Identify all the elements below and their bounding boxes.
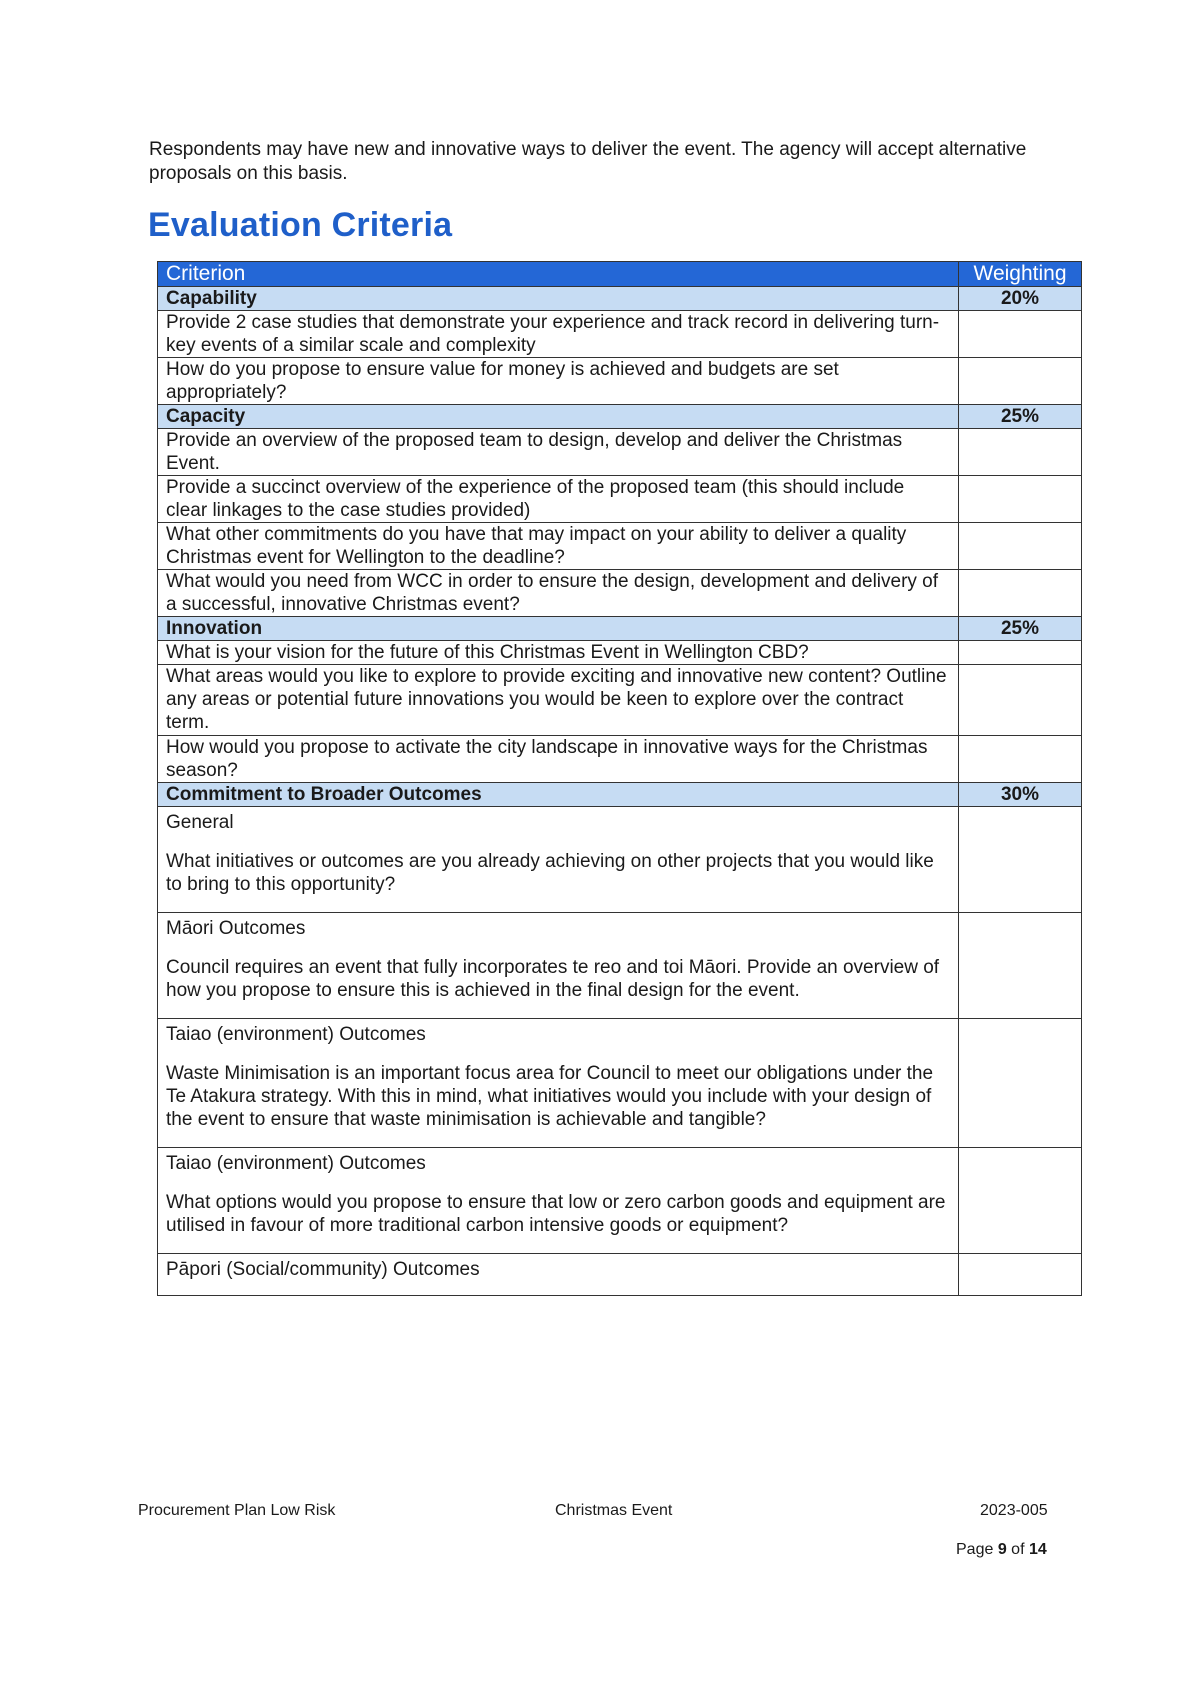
table-header-row: [158, 262, 1082, 287]
page-number: [956, 1541, 1047, 1559]
criterion-cell: [158, 913, 959, 1019]
page-total: 14: [1028, 1541, 1047, 1558]
footer-reference: 2023-005: [980, 1502, 1048, 1519]
criterion-text: What options would you propose to ensure that low or zero carbon goods and equipment are utilised in favour of more traditional carbon intensive goods or equipment?: [166, 1192, 946, 1236]
table-row: [158, 311, 1082, 358]
page-mid: of: [1006, 1541, 1029, 1558]
section-row-broader-outcomes: [158, 783, 1082, 807]
weight-cell: [959, 523, 1082, 570]
section-row-capability: [158, 287, 1082, 311]
criterion-text: How would you propose to activate the city landscape in innovative ways for the Christmas season?: [158, 736, 959, 783]
criterion-text: Provide a succinct overview of the experience of the proposed team (this should include clear linkages to the case studies provided): [158, 476, 959, 523]
table-row: [158, 1019, 1082, 1148]
weight-cell: [959, 1148, 1082, 1254]
criterion-text: What would you need from WCC in order to ensure the design, development and delivery of a successful, innovative Christmas event?: [158, 570, 959, 617]
table-row: [158, 358, 1082, 405]
section-row-innovation: [158, 617, 1082, 641]
outcome-subheading: Taiao (environment) Outcomes: [166, 1153, 426, 1174]
table-row: [158, 570, 1082, 617]
section-heading: Evaluation Criteria: [148, 206, 453, 244]
section-weight: 25%: [959, 617, 1082, 641]
criterion-text: How do you propose to ensure value for money is achieved and budgets are set appropriately?: [158, 358, 959, 405]
footer-project-name: Christmas Event: [555, 1502, 673, 1519]
criterion-cell: [158, 807, 959, 913]
weight-cell: [959, 665, 1082, 736]
outcome-subheading: General: [166, 812, 234, 833]
criterion-text: What other commitments do you have that may impact on your ability to deliver a quality Christmas event for Wellington to the deadline?: [158, 523, 959, 570]
section-title: Innovation: [158, 617, 959, 641]
table-row: [158, 476, 1082, 523]
weight-cell: [959, 1254, 1082, 1296]
weight-cell: [959, 736, 1082, 783]
page-current: 9: [997, 1541, 1007, 1558]
intro-paragraph: Respondents may have new and innovative ways to deliver the event. The agency will accept alternative proposals on this basis.: [149, 139, 1027, 184]
criterion-cell: [158, 1019, 959, 1148]
criterion-cell: [158, 1254, 959, 1296]
outcome-subheading: Māori Outcomes: [166, 918, 306, 939]
section-row-capacity: [158, 405, 1082, 429]
weight-cell: [959, 1019, 1082, 1148]
criterion-text: Provide an overview of the proposed team to design, develop and deliver the Christmas Event.: [158, 429, 959, 476]
evaluation-criteria-table: [157, 261, 1082, 1296]
weight-cell: [959, 358, 1082, 405]
footer-document-title: Procurement Plan Low Risk: [138, 1502, 336, 1519]
outcome-subheading: Pāpori (Social/community) Outcomes: [166, 1259, 480, 1280]
table-row: [158, 1148, 1082, 1254]
criterion-text: Council requires an event that fully incorporates te reo and toi Māori. Provide an overview of how you propose to ensure this is achieved in the final design for the event.: [166, 957, 940, 1001]
section-title: Capability: [158, 287, 959, 311]
weight-cell: [959, 429, 1082, 476]
criterion-text: Waste Minimisation is an important focus area for Council to meet our obligations under the Te Atakura strategy. With this in mind, what initiatives would you include with your design of the event to ensure that waste minimisation is achievable and tangible?: [166, 1063, 934, 1130]
table-row: [158, 665, 1082, 736]
section-weight: 20%: [959, 287, 1082, 311]
criterion-text: Provide 2 case studies that demonstrate your experience and track record in delivering turn-key events of a similar scale and complexity: [158, 311, 959, 358]
table-row: [158, 807, 1082, 913]
section-weight: 30%: [959, 783, 1082, 807]
section-weight: 25%: [959, 405, 1082, 429]
weight-cell: [959, 311, 1082, 358]
table-row: [158, 641, 1082, 665]
weight-cell: [959, 913, 1082, 1019]
criterion-text: What areas would you like to explore to provide exciting and innovative new content? Outline any areas or potential future innovations you would be keen to explore over the contract term.: [158, 665, 959, 736]
criterion-cell: [158, 1148, 959, 1254]
weight-cell: [959, 641, 1082, 665]
weighting-column-header: Weighting: [959, 262, 1082, 287]
weight-cell: [959, 807, 1082, 913]
criterion-text: What is your vision for the future of this Christmas Event in Wellington CBD?: [158, 641, 959, 665]
table-row: [158, 913, 1082, 1019]
table-row: [158, 523, 1082, 570]
table-row: [158, 736, 1082, 783]
weight-cell: [959, 476, 1082, 523]
page-prefix: Page: [956, 1541, 998, 1558]
table-row: [158, 1254, 1082, 1296]
weight-cell: [959, 570, 1082, 617]
outcome-subheading: Taiao (environment) Outcomes: [166, 1024, 426, 1045]
section-title: Commitment to Broader Outcomes: [158, 783, 959, 807]
section-title: Capacity: [158, 405, 959, 429]
criterion-column-header: Criterion: [158, 262, 959, 287]
table-row: [158, 429, 1082, 476]
criterion-text: What initiatives or outcomes are you already achieving on other projects that you would like to bring to this opportunity?: [166, 851, 934, 895]
